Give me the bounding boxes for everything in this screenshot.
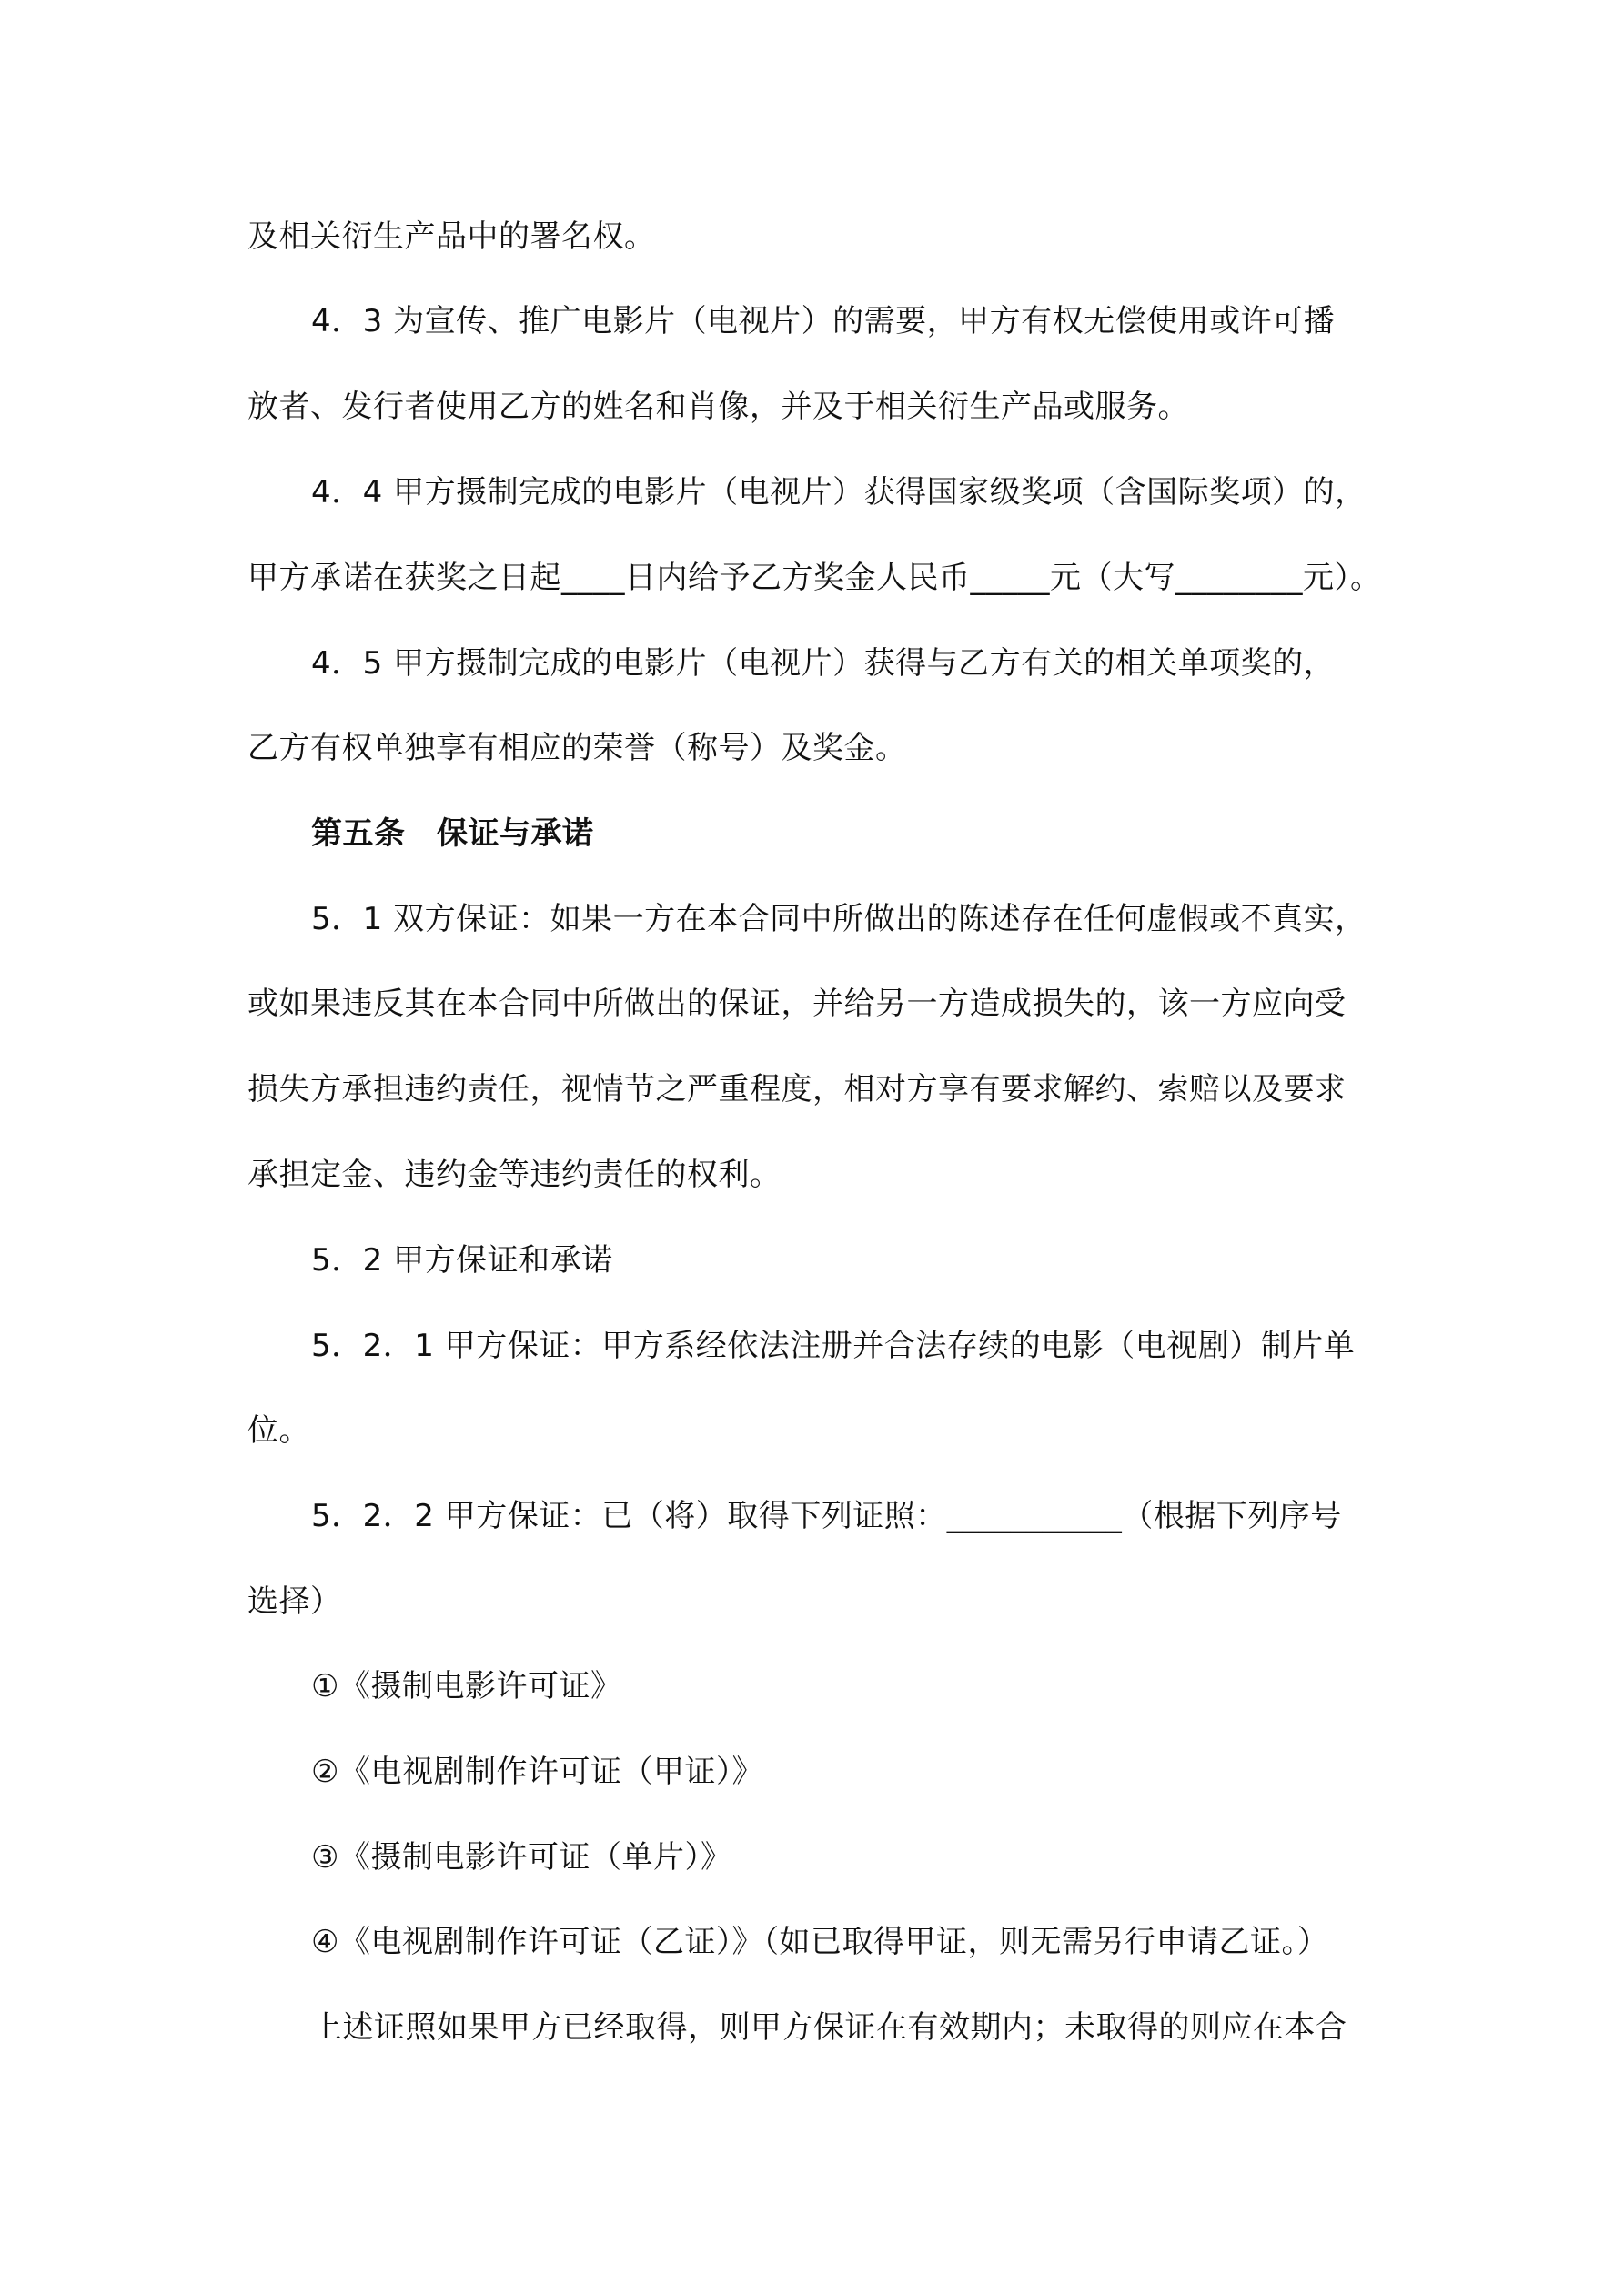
text-line: 5．2．2 甲方保证：已（将）取得下列证照：___________（根据下列序号 — [311, 1498, 1342, 1534]
text-line: 位。 — [247, 1412, 310, 1449]
text-line: 5．1 双方保证：如果一方在本合同中所做出的陈述存在任何虚假或不真实， — [311, 901, 1367, 937]
text-line: 甲方承诺在获奖之日起____日内给予乙方奖金人民币_____元（大写________元）。 — [247, 560, 1382, 596]
list-item: ④《电视剧制作许可证（乙证）》（如已取得甲证，则无需另行申请乙证。） — [311, 1924, 1329, 1960]
text-line: 5．2 甲方保证和承诺 — [311, 1242, 613, 1279]
text-line: 及相关衍生产品中的署名权。 — [247, 218, 656, 255]
text-line: 损失方承担违约责任，视情节之严重程度，相对方享有要求解约、索赔以及要求 — [247, 1071, 1347, 1108]
list-item: ①《摄制电影许可证》 — [311, 1668, 622, 1704]
text-line: 4．4 甲方摄制完成的电影片（电视片）获得国家级奖项（含国际奖项）的， — [311, 474, 1367, 511]
text-line: 4．5 甲方摄制完成的电影片（电视片）获得与乙方有关的相关单项奖的， — [311, 645, 1336, 682]
text-line: 5．2．1 甲方保证：甲方系经依法注册并合法存续的电影（电视剧）制片单 — [311, 1328, 1356, 1364]
text-line: 乙方有权单独享有相应的荣誉（称号）及奖金。 — [247, 730, 907, 766]
text-line: 上述证照如果甲方已经取得，则甲方保证在有效期内；未取得的则应在本合 — [311, 2009, 1347, 2046]
list-item: ②《电视剧制作许可证（甲证）》 — [311, 1754, 763, 1790]
list-item: ③《摄制电影许可证（单片）》 — [311, 1839, 732, 1876]
text-line: 承担定金、违约金等违约责任的权利。 — [247, 1157, 782, 1193]
text-line: 4．3 为宣传、推广电影片（电视片）的需要，甲方有权无偿使用或许可播 — [311, 303, 1336, 339]
text-line: 选择） — [247, 1583, 342, 1620]
text-line: 放者、发行者使用乙方的姓名和肖像，并及于相关衍生产品或服务。 — [247, 389, 1189, 425]
section-heading: 第五条 保证与承诺 — [311, 815, 594, 852]
text-line: 或如果违反其在本合同中所做出的保证，并给另一方造成损失的，该一方应向受 — [247, 986, 1347, 1022]
